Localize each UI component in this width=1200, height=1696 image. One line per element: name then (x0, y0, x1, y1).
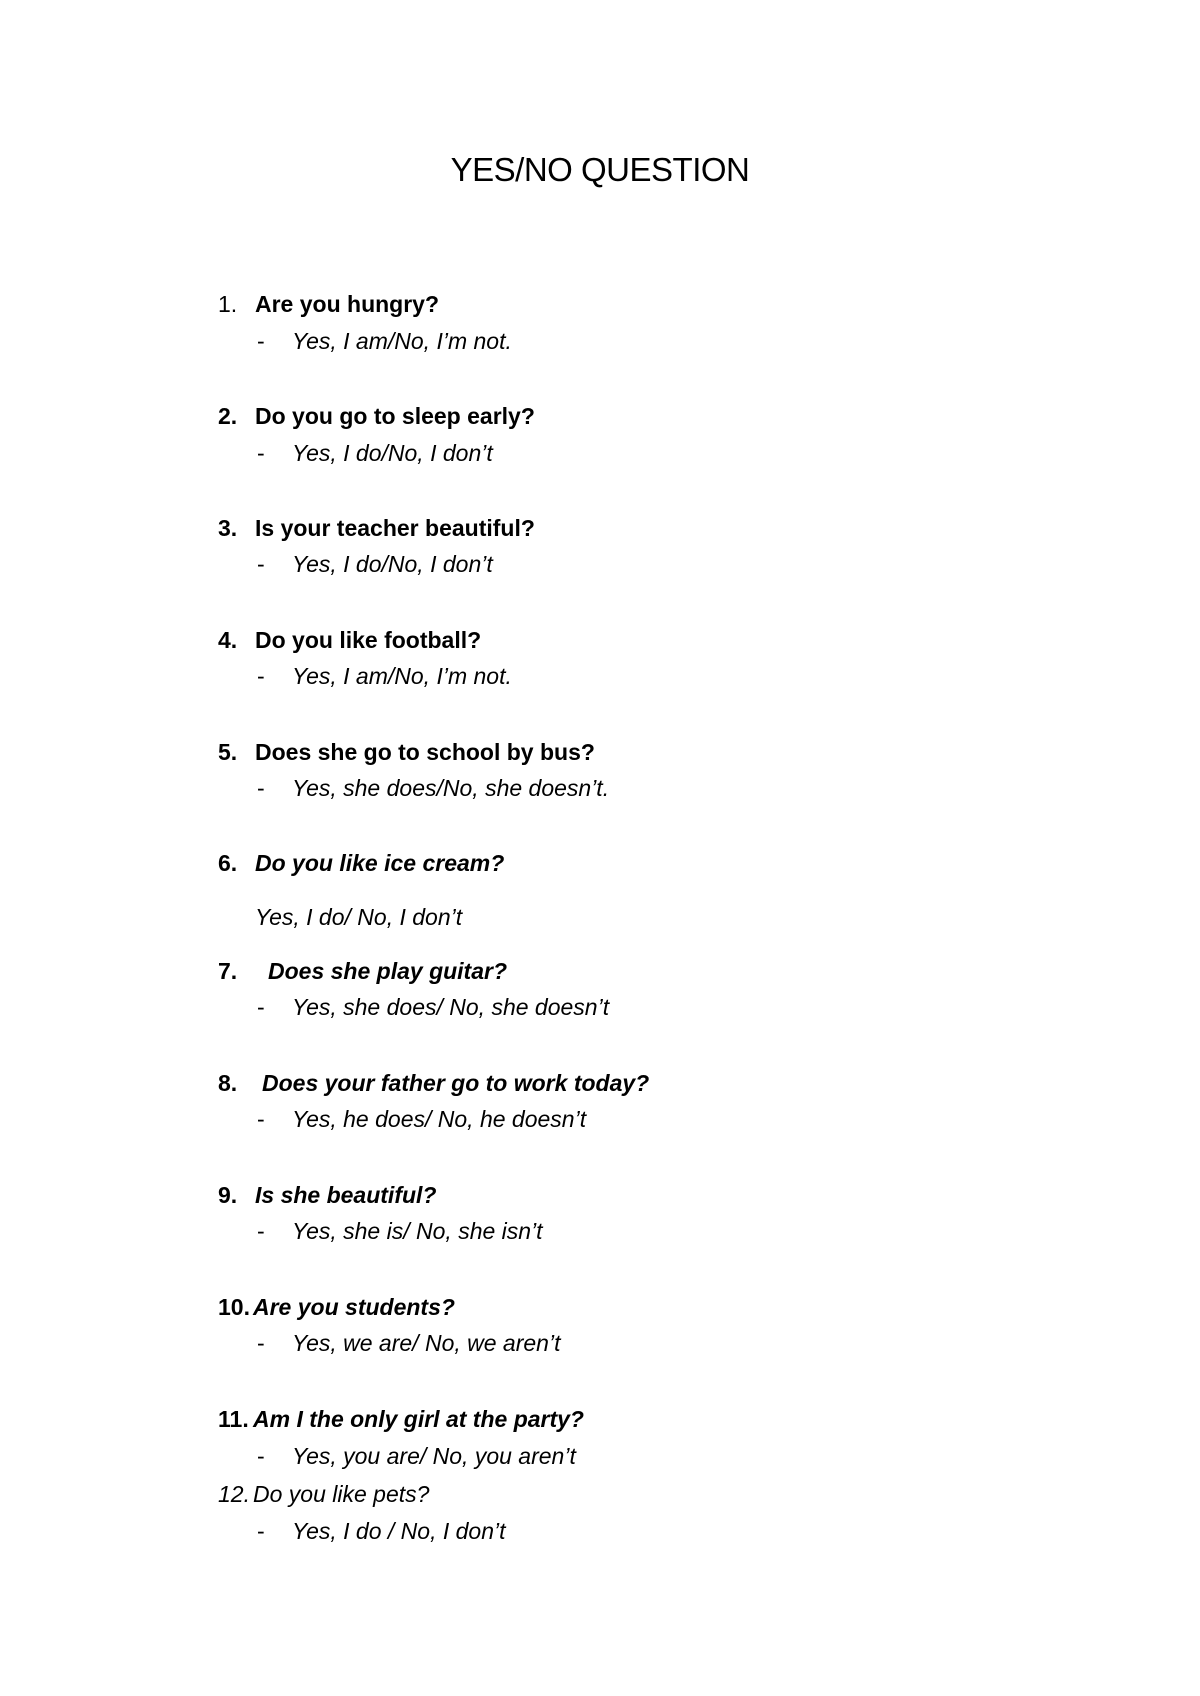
answer-text: Yes, she does/No, she doesn’t. (292, 775, 610, 801)
question-text: Are you students? (253, 1294, 455, 1320)
dash-bullet: - (257, 663, 265, 689)
answer-text: Yes, I do/No, I don’t (292, 440, 493, 466)
dash-bullet: - (257, 328, 265, 354)
dash-bullet: - (257, 1518, 265, 1544)
question-text: Is she beautiful? (255, 1182, 437, 1208)
item-number: 10. (218, 1294, 250, 1320)
question-text: Am I the only girl at the party? (253, 1406, 584, 1432)
item-number: 1. (218, 291, 238, 317)
dash-bullet: - (257, 551, 265, 577)
item-number: 4. (218, 627, 238, 653)
answer-text: Yes, I do / No, I don’t (292, 1518, 506, 1544)
question-text: Do you like pets? (253, 1481, 430, 1507)
answer-text: Yes, she is/ No, she isn’t (292, 1218, 543, 1244)
answer-text: Yes, I do/No, I don’t (292, 551, 493, 577)
answer-text: Yes, I am/No, I’m not. (292, 663, 512, 689)
dash-bullet: - (257, 1443, 265, 1469)
item-number: 11. (218, 1406, 249, 1432)
question-text: Does your father go to work today? (262, 1070, 650, 1096)
item-number: 2. (218, 403, 238, 429)
question-text: Is your teacher beautiful? (255, 515, 535, 541)
item-number: 9. (218, 1182, 238, 1208)
page-title: YES/NO QUESTION (450, 151, 750, 188)
answer-text: Yes, we are/ No, we aren’t (292, 1330, 561, 1356)
question-text: Does she play guitar? (268, 958, 508, 984)
dash-bullet: - (257, 775, 265, 801)
dash-bullet: - (257, 1218, 265, 1244)
question-text: Are you hungry? (255, 291, 440, 317)
dash-bullet: - (257, 1330, 265, 1356)
question-text: Do you like football? (255, 627, 482, 653)
answer-text: Yes, he does/ No, he doesn’t (292, 1106, 587, 1132)
item-number: 7. (218, 958, 238, 984)
item-number: 5. (218, 739, 238, 765)
dash-bullet: - (257, 994, 265, 1020)
answer-text: Yes, I am/No, I’m not. (292, 328, 512, 354)
question-text: Do you go to sleep early? (255, 403, 535, 429)
item-number: 12. (218, 1481, 250, 1507)
question-text: Does she go to school by bus? (255, 739, 595, 765)
answer-text: Yes, she does/ No, she doesn’t (292, 994, 610, 1020)
question-text: Do you like ice cream? (255, 850, 505, 876)
answer-text: Yes, you are/ No, you aren’t (292, 1443, 576, 1469)
dash-bullet: - (257, 1106, 265, 1132)
item-number: 6. (218, 850, 238, 876)
item-number: 8. (218, 1070, 238, 1096)
answer-text: Yes, I do/ No, I don’t (255, 904, 463, 930)
item-number: 3. (218, 515, 238, 541)
dash-bullet: - (257, 440, 265, 466)
